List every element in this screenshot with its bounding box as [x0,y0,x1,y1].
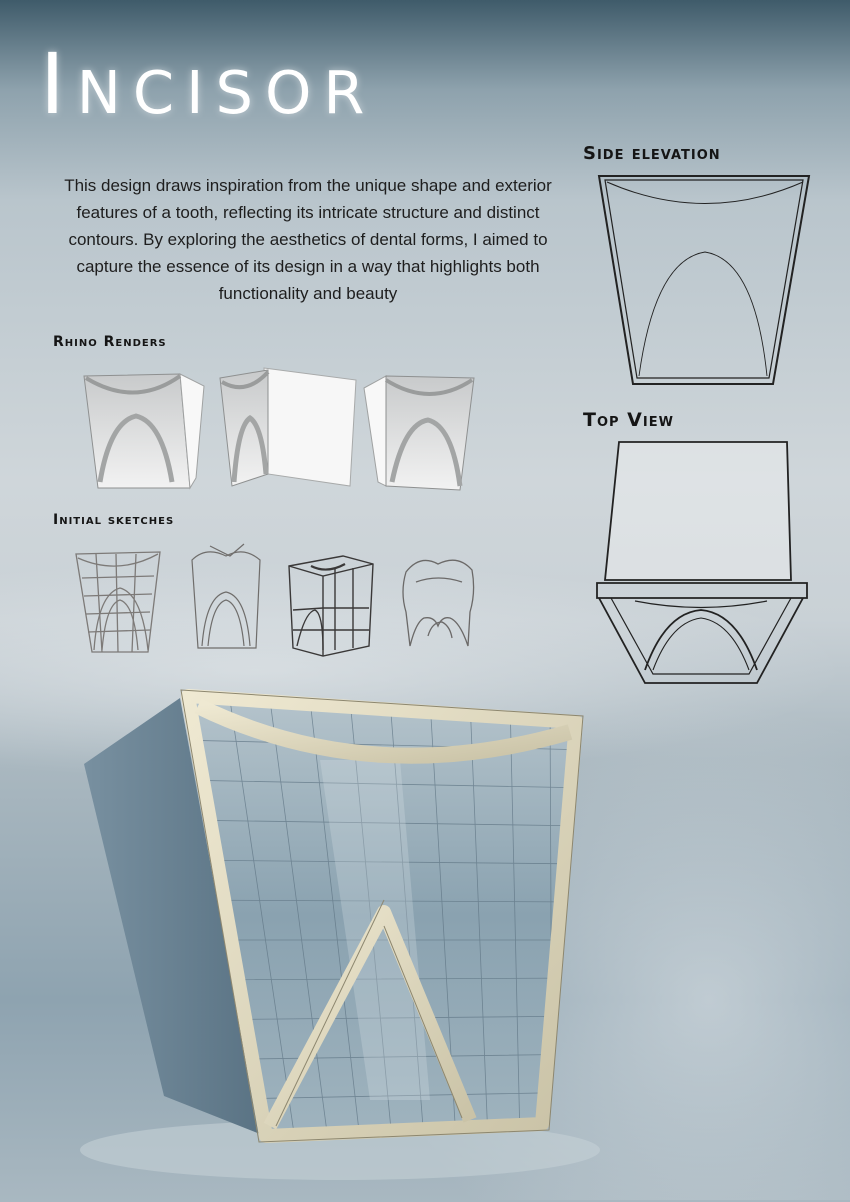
side-elevation-heading: Side elevation [583,143,721,164]
initial-sketches-heading: Initial sketches [53,512,175,528]
rhino-render-2 [216,366,361,491]
side-elevation-drawing [595,170,815,390]
rhino-renders-heading: Rhino Renders [53,334,167,350]
rhino-render-3 [362,374,477,494]
sketch-4 [398,552,478,652]
sketch-1 [72,548,167,658]
rhino-render-1 [80,372,205,492]
sketch-2 [186,542,266,657]
design-description: This design draws inspiration from the unique shape and exterior features of a tooth, reflecting its intricate structure and distinct contours. By exploring the aesthetics of dental forms, I aimed to capture the essence of its design in a way that highlights both functionality and beauty [64,176,552,303]
page-title: Incisor [40,35,377,133]
sketch-3 [283,550,378,660]
top-view-drawing [595,438,810,688]
main-building-render [70,680,610,1180]
top-view-heading: Top View [583,409,674,431]
